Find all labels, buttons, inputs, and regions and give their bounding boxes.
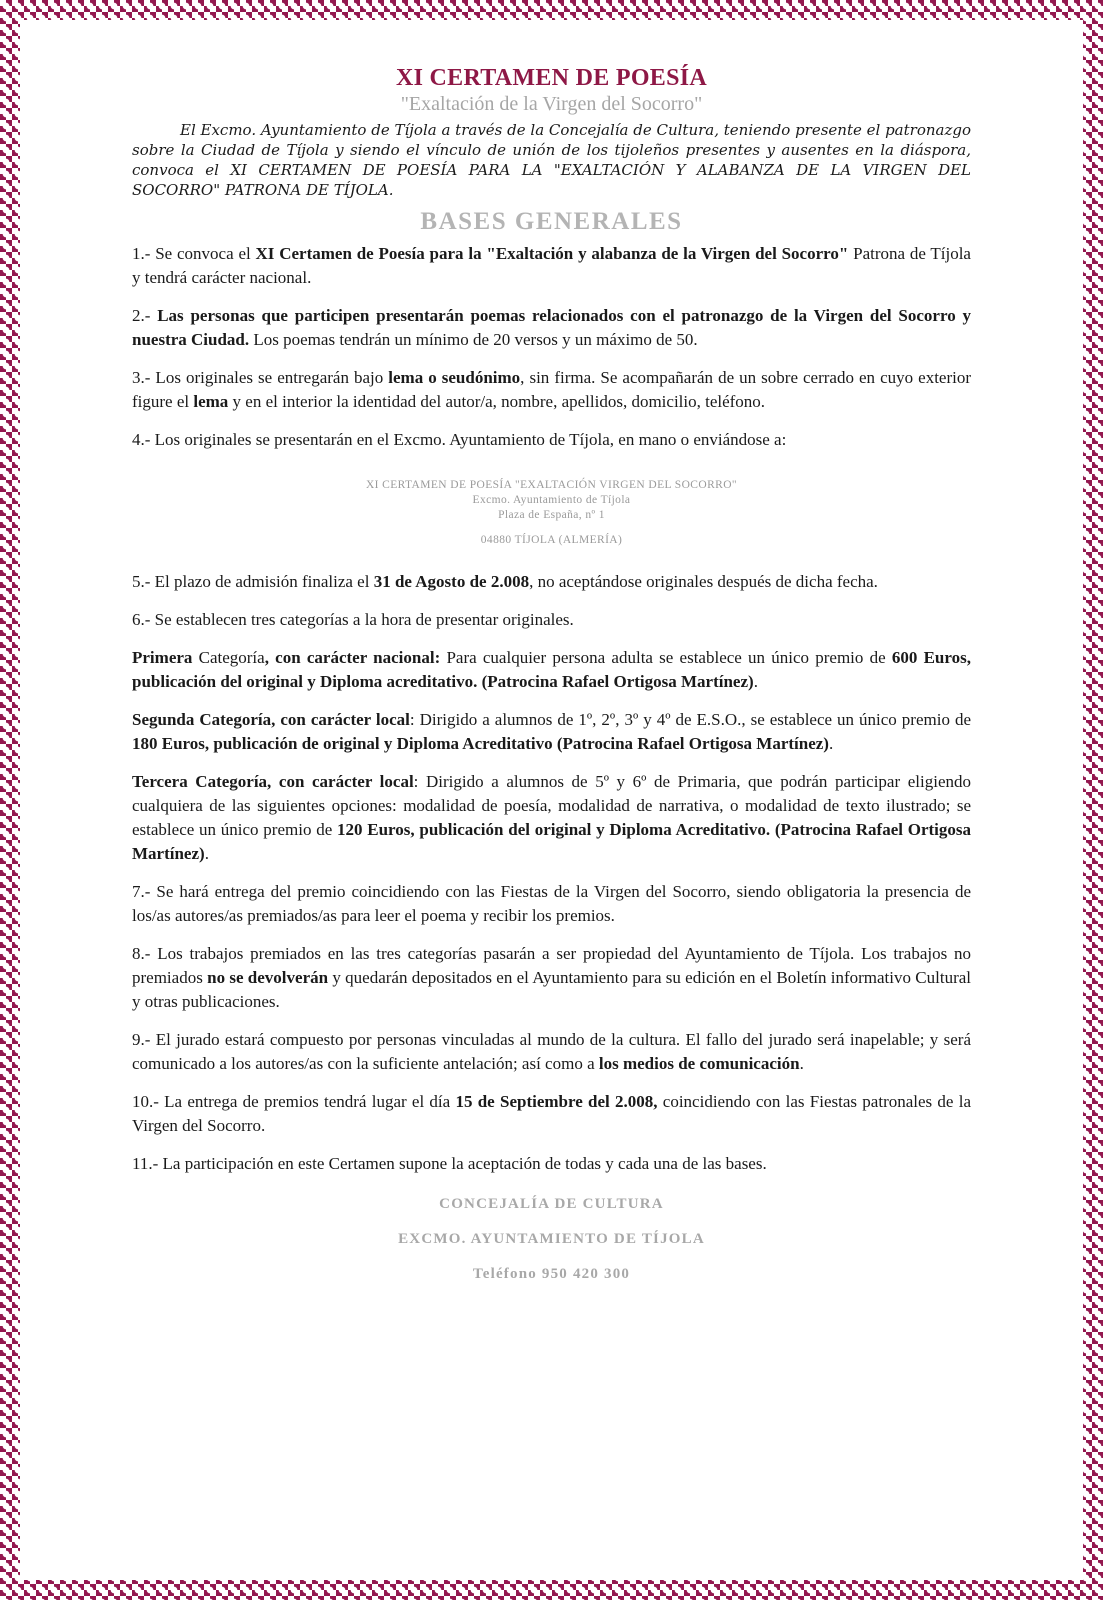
base-7: 7.- Se hará entrega del premio coincidiendo con las Fiestas de la Virgen del Socorro, siendo obligatoria la presencia de los/as autores/as premiados/as para leer el poema y recibir los premios.: [132, 882, 971, 925]
category-2: Segunda Categoría, con carácter local: Dirigido a alumnos de 1º, 2º, 3º y 4º de E.S.O., se establece un único premio de 180 Euros, publicación de original y Diploma Acreditativo (Patrocina Rafael Ortigosa Martínez).: [132, 710, 971, 753]
address-line-1: XI CERTAMEN DE POESÍA "EXALTACIÓN VIRGEN DEL SOCORRO": [365, 479, 738, 491]
category-3: Tercera Categoría, con carácter local: Dirigido a alumnos de 5º y 6º de Primaria, que podrán participar eligiendo cualquiera de las siguientes opciones: modalidad de poesía, modalidad de narrativa, o modalidad de texto ilustrado; se establece un único premio de 120 Euros, publicación del original y Diploma Acreditativo. (Patrocina Rafael Ortigosa Martínez).: [132, 772, 971, 863]
category-1: Primera Categoría, con carácter nacional: Para cualquier persona adulta se establece un único premio de 600 Euros, publicación del original y Diploma acreditativo. (Patrocina Rafael Ortigosa Martínez).: [132, 648, 971, 691]
footer-council: EXCMO. AYUNTAMIENTO DE TÍJOLA: [398, 1231, 705, 1247]
intro-paragraph: [132, 120, 971, 200]
footer-phone: Teléfono 950 420 300: [472, 1266, 631, 1282]
base-3: 3.- Los originales se entregarán bajo lema o seudónimo, sin firma. Se acompañarán de un sobre cerrado en cuyo exterior figure el lema y en el interior la identidad del autor/a, nombre, apellidos, domicilio, teléfono.: [132, 368, 972, 411]
document-paper: [20, 20, 1083, 1580]
base-9: 9.- El jurado estará compuesto por personas vinculadas al mundo de la cultura. El fallo del jurado será inapelable; y será comunicado a los autores/as con la suficiente antelación; así como a los medios de comunicación.: [132, 1030, 971, 1073]
address-line-2: Excmo. Ayuntamiento de Tíjola: [472, 494, 631, 506]
signature-block: [132, 1196, 971, 1283]
footer-department: CONCEJALÍA DE CULTURA: [439, 1196, 664, 1212]
intro-text: El Excmo. Ayuntamiento de Tíjola a través de la Concejalía de Cultura, teniendo presente el patronazgo sobre la Ciudad de Tíjola y siendo el vínculo de unión de los tijoleños presentes y ausentes en la diáspora, convoca el: [132, 121, 971, 179]
address-line-3: Plaza de España, nº 1: [498, 509, 605, 521]
base-4: 4.- Los originales se presentarán en el Excmo. Ayuntamiento de Tíjola, en mano o enviándose a:: [132, 430, 787, 449]
document-content: [132, 64, 971, 1283]
base-11: 11.- La participación en este Certamen supone la aceptación de todas y cada una de las bases.: [132, 1154, 767, 1173]
document-subtitle: "Exaltación de la Virgen del Socorro": [400, 93, 703, 115]
base-5: 5.- El plazo de admisión finaliza el 31 de Agosto de 2.008, no aceptándose originales después de dicha fecha.: [132, 572, 878, 591]
bases-heading: BASES GENERALES: [420, 208, 683, 235]
base-2: 2.- Las personas que participen presentarán poemas relacionados con el patronazgo de la Virgen del Socorro y nuestra Ciudad. Los poemas tendrán un mínimo de 20 versos y un máximo de 50.: [132, 306, 971, 349]
document-title: XI CERTAMEN DE POESÍA: [395, 65, 708, 91]
mailing-address: [132, 478, 971, 548]
intro-caps: XI CERTAMEN DE POESÍA PARA LA "EXALTACIÓN Y ALABANZA DE LA VIRGEN DEL SOCORRO" PATRONA DE TÍJOLA.: [132, 161, 972, 199]
base-6: 6.- Se establecen tres categorías a la hora de presentar originales.: [132, 610, 574, 629]
base-8: 8.- Los trabajos premiados en las tres categorías pasarán a ser propiedad del Ayuntamiento de Tíjola. Los trabajos no premiados no se devolverán y quedarán depositados en el Ayuntamiento para su edición en el Boletín informativo Cultural y otras publicaciones.: [132, 944, 971, 1011]
base-1: 1.- Se convoca el XI Certamen de Poesía para la "Exaltación y alabanza de la Virgen del Socorro" Patrona de Tíjola y tendrá carácter nacional.: [132, 244, 971, 287]
address-line-4: 04880 TÍJOLA (ALMERÍA): [480, 534, 623, 546]
base-10: 10.- La entrega de premios tendrá lugar el día 15 de Septiembre del 2.008, coincidiendo con las Fiestas patronales de la Virgen del Socorro.: [132, 1092, 971, 1135]
